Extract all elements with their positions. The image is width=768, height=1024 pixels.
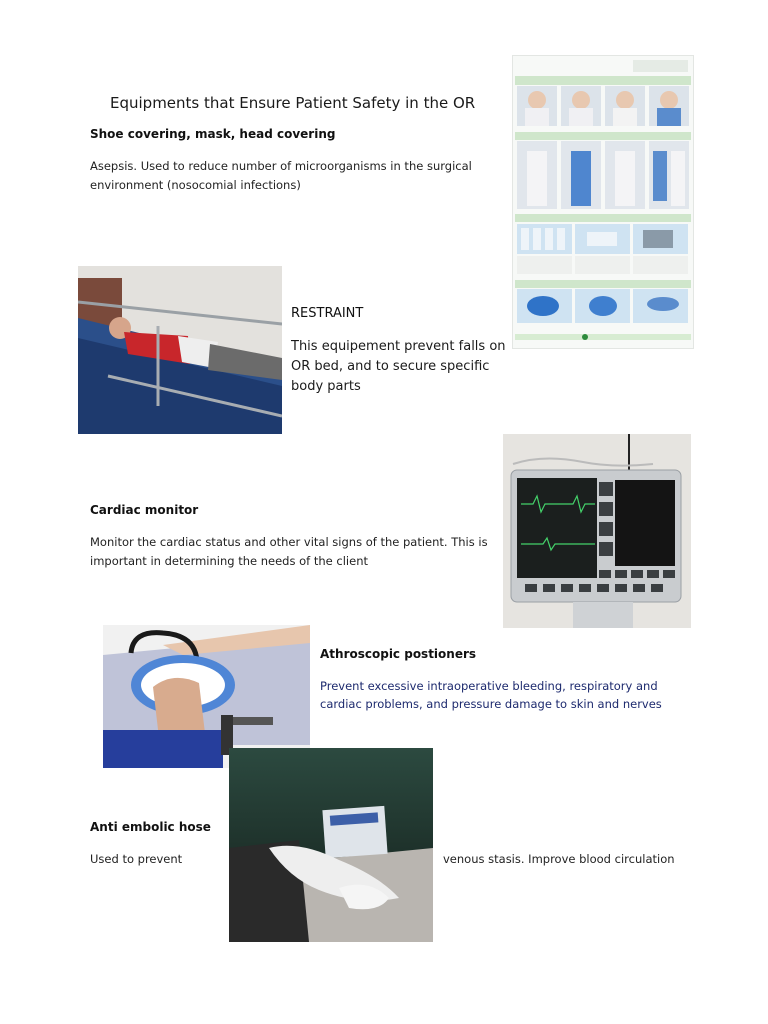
restraint-text-3: body parts xyxy=(291,379,361,394)
cardiac-monitor-heading: Cardiac monitor xyxy=(90,503,199,517)
arthroscopic-heading: Athroscopic postioners xyxy=(320,647,477,661)
shoe-covering-text-2: environment (nosocomial infections) xyxy=(90,178,301,192)
arthroscopic-text-2: cardiac problems, and pressure damage to skin and nerves xyxy=(320,697,662,711)
arthroscopic-text-1: Prevent excessive intraoperative bleeding, respiratory and xyxy=(320,679,658,693)
anti-embolic-hose-heading: Anti embolic hose xyxy=(90,820,211,834)
shoe-covering-heading: Shoe covering, mask, head covering xyxy=(90,127,336,141)
page-title: Equipments that Ensure Patient Safety in the OR xyxy=(110,94,476,112)
ppe-catalog-image xyxy=(512,55,694,349)
arthroscopic-positioner-image xyxy=(103,625,310,768)
restraint-text-2: OR bed, and to secure specific xyxy=(291,359,490,374)
restraint-image xyxy=(78,266,282,434)
anti-embolic-hose-image xyxy=(229,748,433,942)
restraint-heading: RESTRAINT xyxy=(291,306,364,321)
cardiac-monitor-text-1: Monitor the cardiac status and other vital signs of the patient. This is xyxy=(90,535,488,549)
anti-embolic-hose-text-right: venous stasis. Improve blood circulation xyxy=(443,852,675,866)
cardiac-monitor-image xyxy=(503,434,691,628)
shoe-covering-text-1: Asepsis. Used to reduce number of microorganisms in the surgical xyxy=(90,159,472,173)
anti-embolic-hose-text-left: Used to prevent xyxy=(90,852,183,866)
restraint-text-1: This equipement prevent falls on xyxy=(291,339,506,354)
cardiac-monitor-text-2: important in determining the needs of the client xyxy=(90,554,368,568)
